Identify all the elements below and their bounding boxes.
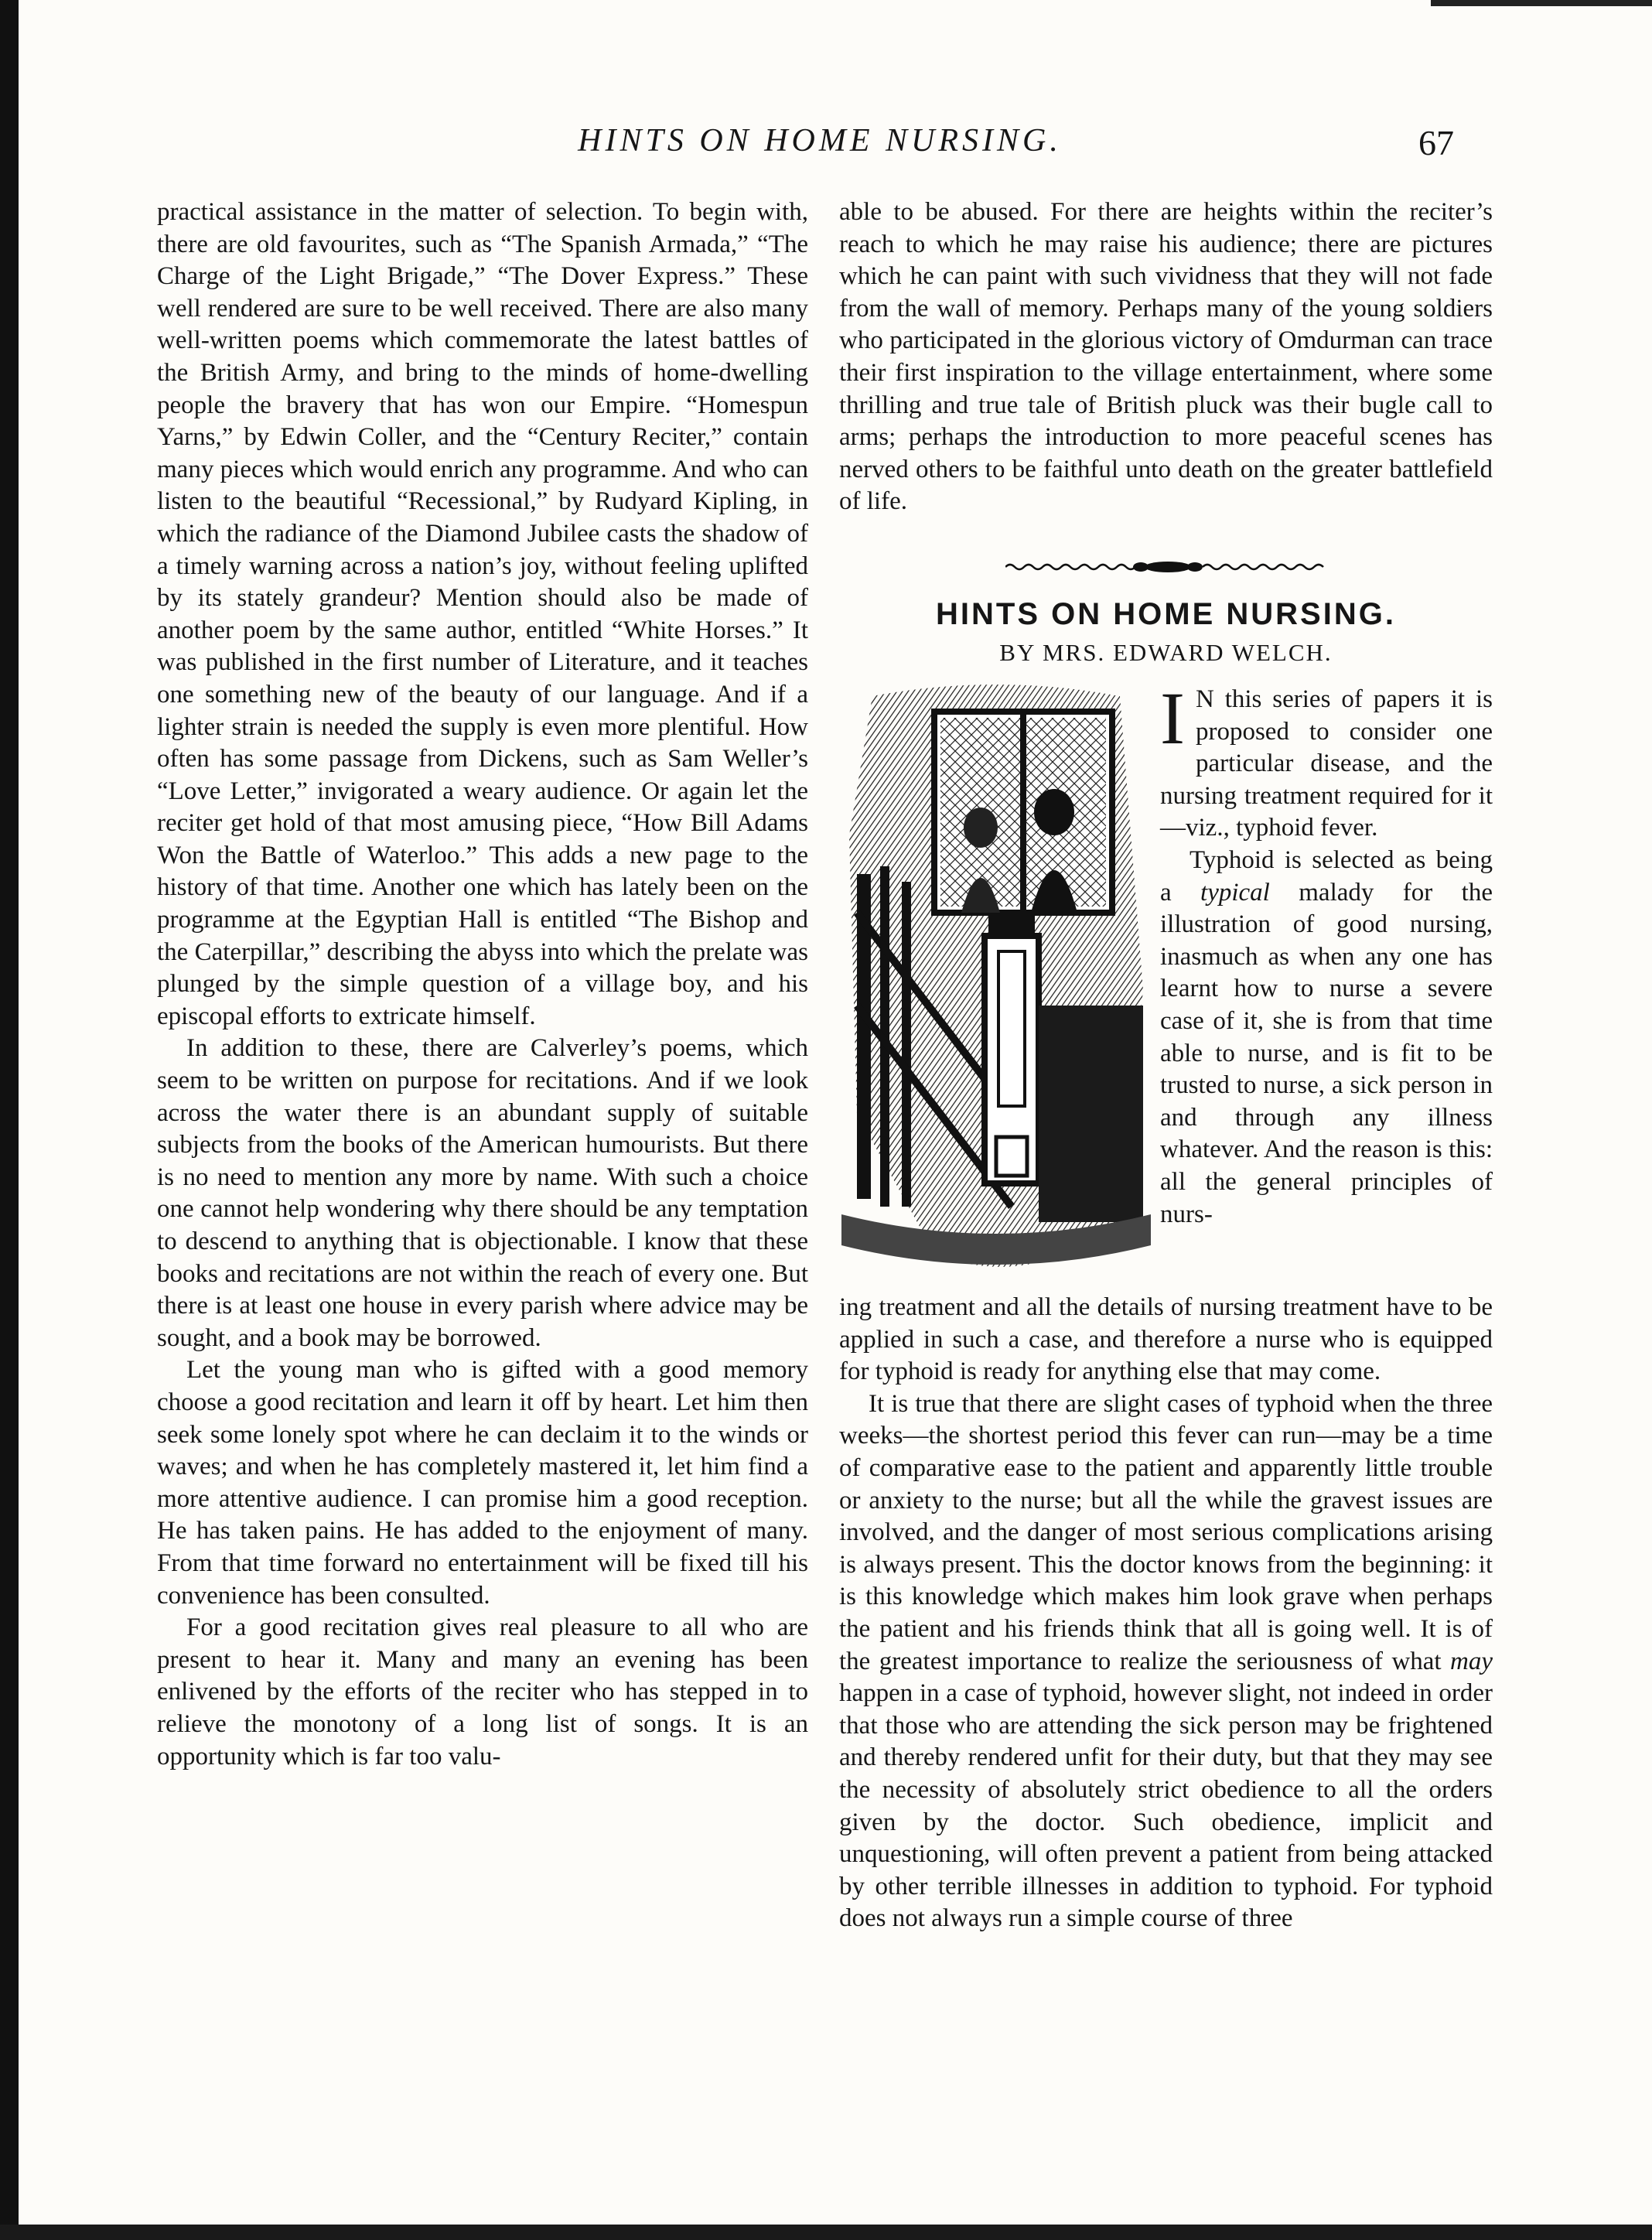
right-column-top [839,196,1493,518]
left-paragraph-4: For a good recitation gives real pleasure to all who are present to hear it. Many and many an evening has been enlivened by the efforts of the reciter who has stepped in to relieve the monotony of a long list of songs. It is an opportunity which is far too valu- [157,1613,808,1770]
scan-edge-top [1431,0,1652,6]
article-intro-text-2b: malady for the illustration of good nursing, inasmuch as when any one has learnt how to nurse a severe case of it, she is from that time able to nurse, and is fit to be trusted to nurse, a sick person in and through any illness whatever. And the reason is this: all the general principles of nurs- [1160,878,1493,1228]
scan-edge-bottom [0,2225,1652,2240]
article-intro-text-2a: Typhoid is selected as being a [1160,845,1493,907]
article-intro-paragraph-1 [1160,677,1493,845]
article-title: HINTS ON HOME NURSING. [936,597,1396,631]
right-top-paragraph: able to be abused. For there are heights within the reciter’s reach to which he may raise his audience; there are pictures which he can paint with such vividness that they will not fade from the wall of memory. Perhaps many of the young soldiers who participated in the glorious victory of Omdurman can trace their first inspiration to the village entertainment, where some thrilling and true tale of British pluck was their bugle call to arms; perhaps the introduction to more peaceful scenes has nerved others to be faithful unto death on the greater battlefield of life. [839,198,1493,516]
page-header [0,122,1652,166]
staircase-window-illustration [841,681,1151,1292]
running-title: HINTS ON HOME NURSING. [578,123,1062,159]
left-paragraph-2: In addition to these, there are Calverley’s poems, which seem to be written on purpose for recitations. And if we look across the water there is an abundant supply of suitable subjects from the books of the American humourists. But there is no need to mention any more by name. With such a choice one cannot help wondering why there should be any temptation to descend to anything that is objectionable. I know that these books and recitations are not within the reach of every one. But there is at least one house in every parish where advice may be sought, and a book may be borrowed. [157,1034,808,1352]
article-intro [1160,677,1493,1231]
drop-cap: I [1160,677,1185,760]
left-column [157,196,808,1773]
article-continuation: ing treatment and all the details of nursing treatment have to be applied in such a case, and therefore a nurse who is equipped for typhoid is ready for anything else that may come. [839,1293,1493,1386]
article-paragraph-3a: It is true that there are slight cases of typhoid when the three weeks—the shortest period this fever can run—may be a time of comparative ease to the patient and apparently little trouble or anxiety to the nurse; but all the while the gravest issues are involved, and the danger of most serious complications arising is always present. This the doctor knows from the beginning: it is this knowledge which makes him look grave when perhaps the patient and his friends think that all is going well. It is of the greatest importance to realize the seriousness of what [839,1389,1493,1675]
article-paragraph-3 [839,1388,1493,1935]
scan-edge-left [0,0,19,2240]
left-paragraph-1: practical assistance in the matter of selection. To begin with, there are old favourites, such as “The Spanish Armada,” “The Charge of the Light Brigade,” “The Dover Express.” These well rendered are sure to be well received. There are also many well-written poems which commemorate the latest battles of the British Army, and bring to the minds of home-dwelling people the bravery that has won our Empire. “Homespun Yarns,” by Edwin Coller, and the “Century Reciter,” contain many pieces which would enrich any programme. And who can listen to the beautiful “Recessional,” by Rudyard Kipling, in which the radiance of the Diamond Jubilee casts the shadow of a timely warning across a nation’s joy, without feeling uplifted by its stately grandeur? Mention should also be made of another poem by the same author, entitled “White Horses.” It was published in the first number of Literature, and it teaches one something new of the beauty of our language. And if a lighter strain is needed the supply is even more plentiful. How often has some passage from Dickens, such as Sam Weller’s “Love Letter,” invigorated a weary audience. Or again let the reciter get hold of that most amusing piece, “How Bill Adams Won the Battle of Waterloo.” This adds a new page to the history of that time. Another one which has lately been on the programme at the Egyptian Hall is entitled “The Bishop and the Caterpillar,” describing the abyss into which the prelate was plunged by the simple question of a village boy, and his episcopal efforts to extricate himself. [157,198,808,1030]
left-paragraph-3: Let the young man who is gifted with a good memory choose a good recitation and learn it off by heart. Let him then seek some lonely spot where he can declaim it to the winds or waves; and when he has completely mastered it, let him find a more attentive audience. I can promise him a good reception. He has taken pains. He has added to the enjoyment of many. From that time forward no entertainment will be fixed till his convenience has been consulted. [157,1356,808,1610]
article-intro-paragraph-2 [1160,845,1493,1231]
article-byline: BY MRS. EDWARD WELCH. [999,639,1333,666]
article-intro-text-1: N this series of papers it is proposed to consider one particular disease, and the nursing treatment required for it—viz., typhoid fever. [1160,685,1493,842]
article-paragraph-3b: happen in a case of typhoid, however slight, not indeed in order that those who are attending the sick person may be frightened and thereby rendered unfit for their duty, but that they may see the necessity of absolutely strict obedience to all the orders given by the doctor. Such obedience, implicit and unquestioning, will often prevent a patient from being attacked by other terrible illnesses in addition to typhoid. For typhoid does not always run a simple course of three [839,1679,1493,1933]
emphasis-may: may [1450,1647,1493,1675]
page-number: 67 [1418,123,1454,162]
section-divider-ornament [1005,558,1330,575]
emphasis-typical: typical [1200,878,1270,907]
article-body [839,1292,1493,1935]
